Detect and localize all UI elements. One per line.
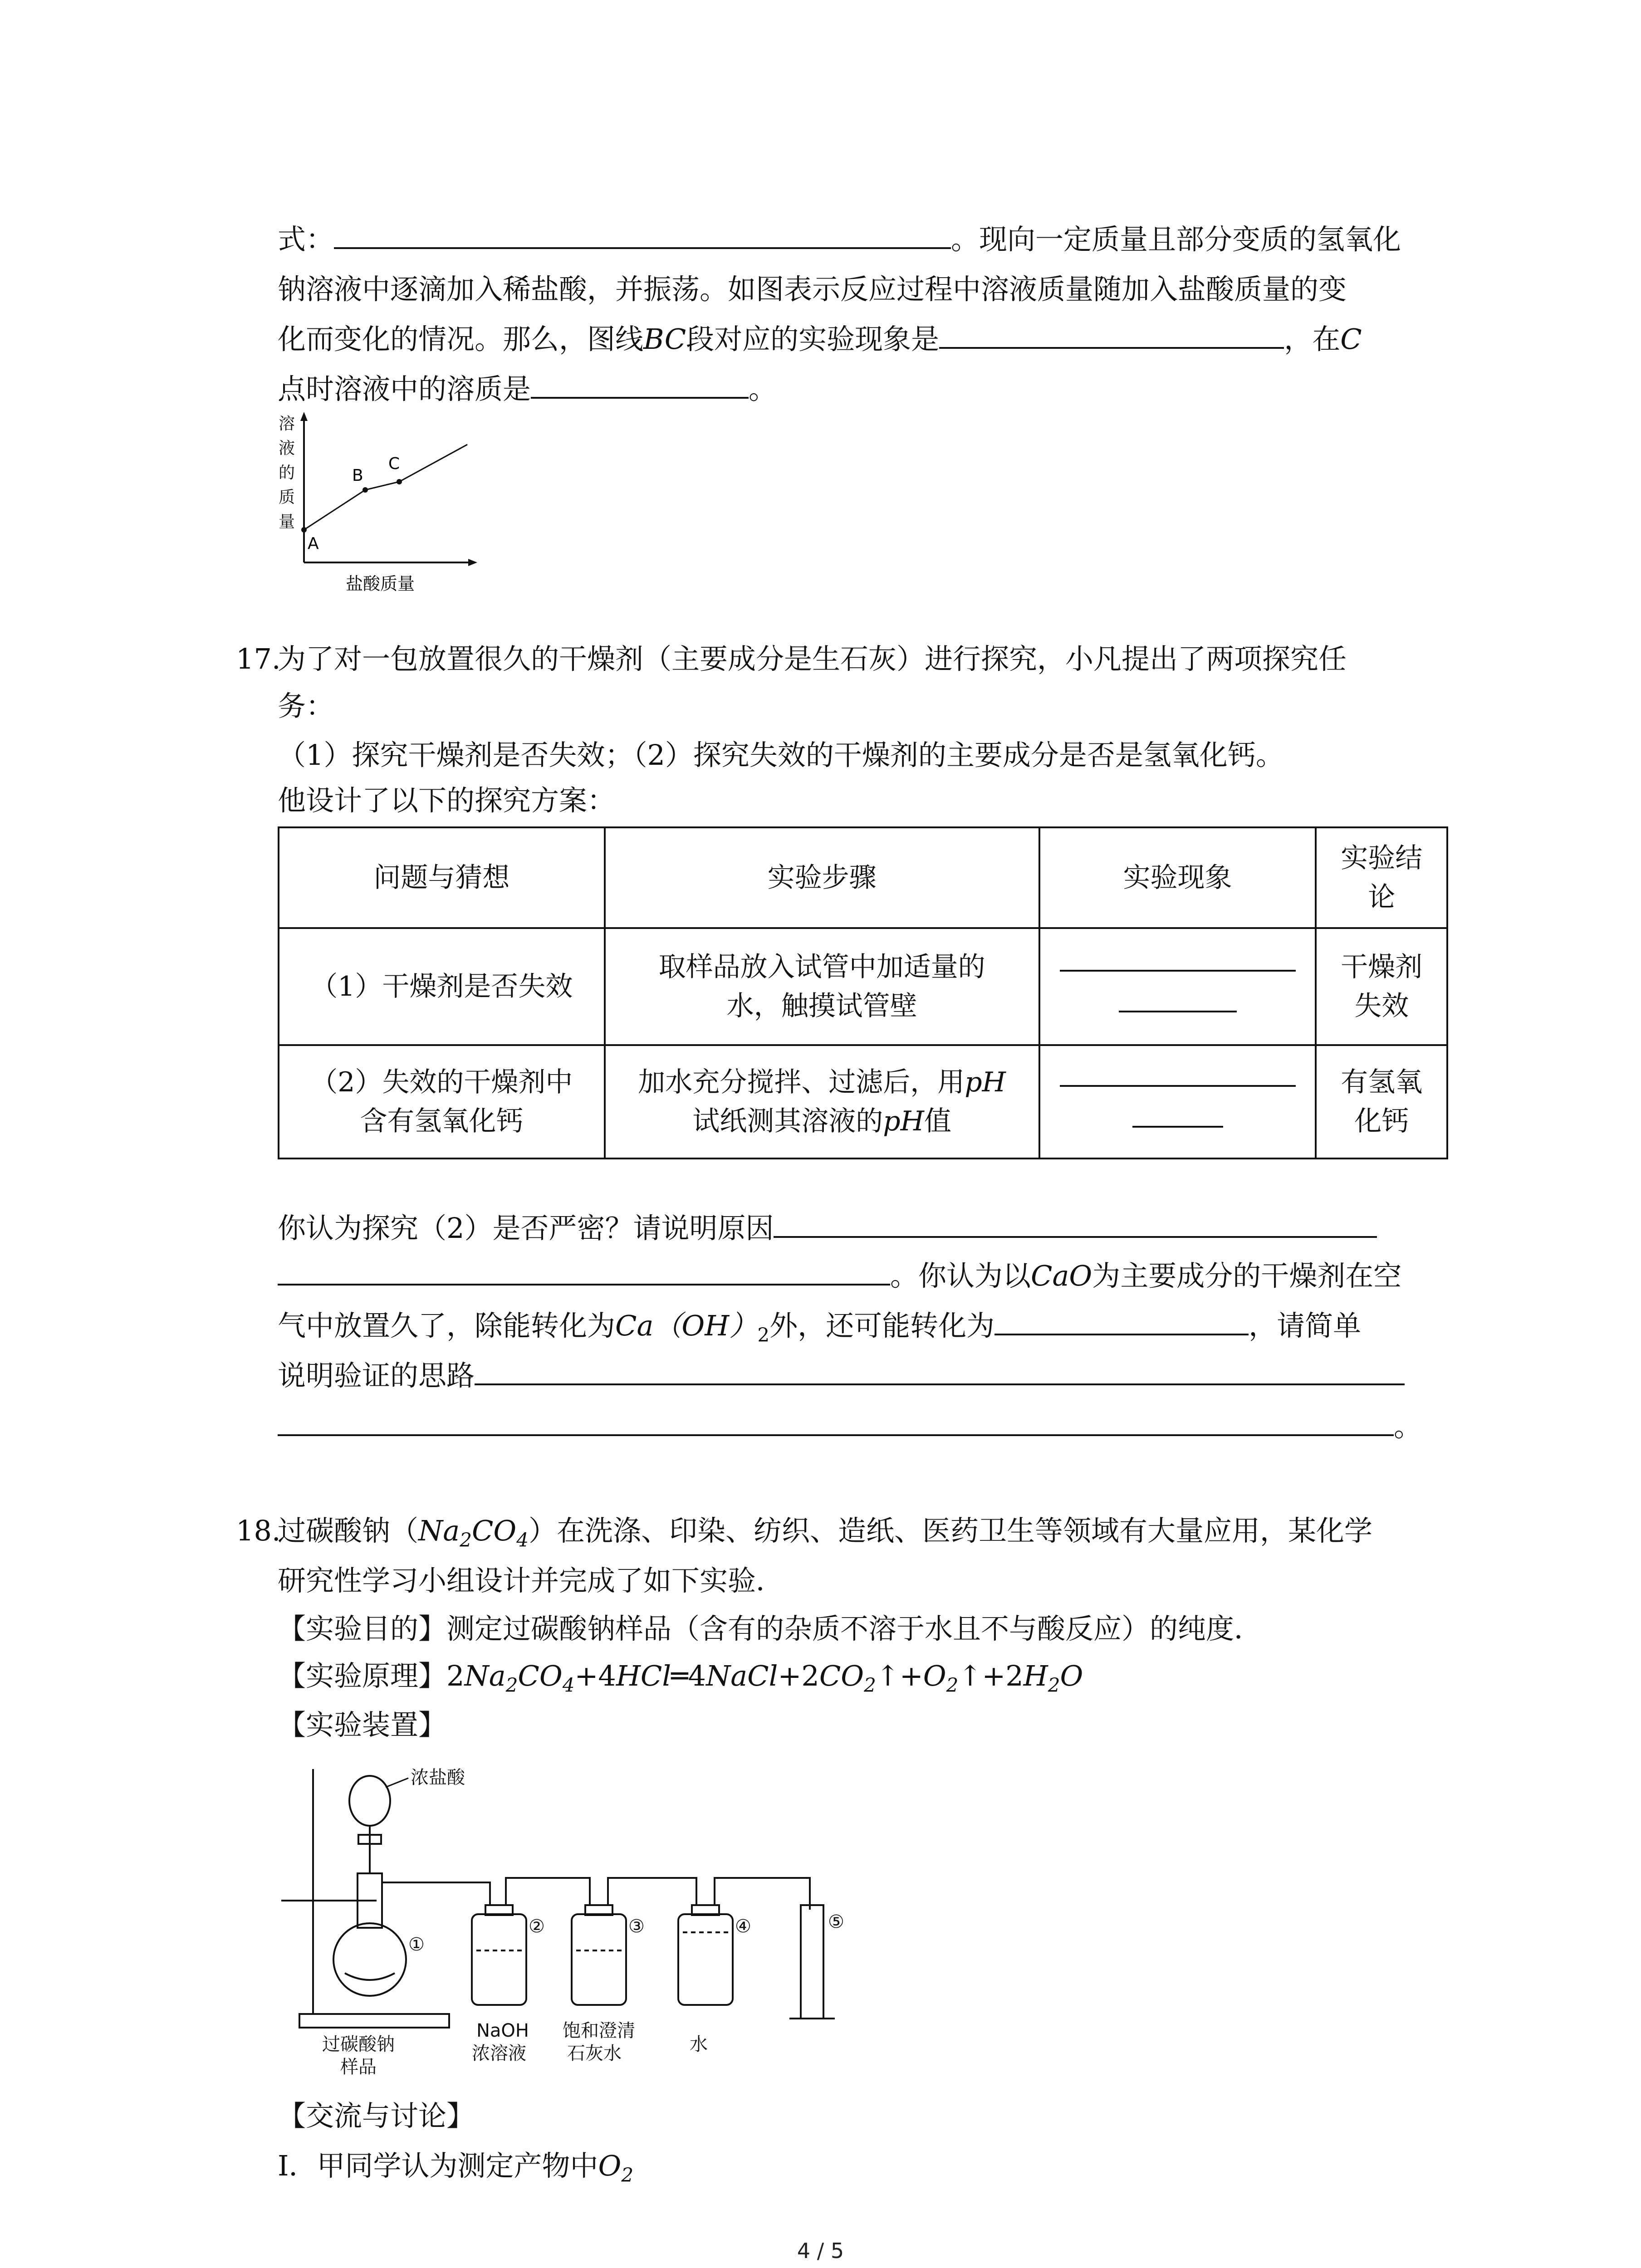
subscript: 2 bbox=[621, 2164, 634, 2186]
eq-part: O bbox=[1060, 1659, 1083, 1692]
answer-blank[interactable] bbox=[1119, 1002, 1237, 1012]
point-c-label: C bbox=[388, 455, 400, 473]
subscript: 2 bbox=[946, 1674, 959, 1696]
label-n4: ④ bbox=[735, 1916, 751, 1937]
eq-part: +2 bbox=[778, 1659, 819, 1692]
y-label-char: 的 bbox=[279, 464, 295, 482]
answer-blank[interactable] bbox=[1060, 1076, 1296, 1087]
q17-para-4 bbox=[278, 1355, 1405, 1396]
answer-blank[interactable] bbox=[1132, 1117, 1223, 1128]
label-lime-1: 饱和澄清 bbox=[563, 2020, 635, 2041]
graduated-cylinder bbox=[801, 1905, 823, 2019]
subscript: 2 bbox=[757, 1324, 770, 1346]
segment-label: BC bbox=[643, 323, 686, 356]
formula: （OH） bbox=[653, 1309, 758, 1342]
bottle-naoh bbox=[472, 1914, 526, 2005]
point-a-label: A bbox=[308, 534, 319, 553]
answer-blank[interactable] bbox=[1060, 961, 1296, 972]
y-axis-arrow bbox=[300, 412, 308, 421]
q17-number: 17. bbox=[236, 642, 281, 675]
eq-arrow: ═ bbox=[671, 1659, 688, 1692]
experiment-table bbox=[278, 826, 1448, 1159]
eq-part: H bbox=[1023, 1659, 1048, 1692]
q17-text: 气中放置久了，除能转化为 bbox=[278, 1309, 616, 1342]
q17-line-2: 务： bbox=[278, 689, 334, 723]
cell-text: 试纸测其溶液的 bbox=[692, 1105, 883, 1137]
q16-text: ，在 bbox=[1284, 323, 1341, 356]
cell-text: 失效 bbox=[1354, 990, 1409, 1022]
q18-principle bbox=[278, 1656, 1083, 1706]
cell-text: 取样品放入试管中加适量的 bbox=[658, 951, 985, 983]
q17-line-1: 为了对一包放置很久的干燥剂（主要成分是生石灰）进行探究，小凡提出了两项探究任 bbox=[278, 642, 1347, 675]
y-label-char: 液 bbox=[279, 439, 295, 458]
formula: CaO bbox=[1031, 1259, 1092, 1292]
eq-part: +2 bbox=[982, 1659, 1024, 1692]
table-header-row bbox=[279, 827, 1447, 928]
table-cell: （1）干燥剂是否失效 bbox=[279, 928, 605, 1045]
header-cell bbox=[1316, 827, 1447, 928]
q18-line-2: 研究性学习小组设计并完成了如下实验． bbox=[278, 1564, 784, 1597]
flask-contents bbox=[345, 1973, 395, 1980]
solution-mass-chart bbox=[272, 408, 499, 603]
q18-text: ）在洗涤、印染、纺织、造纸、医药卫生等领域有大量应用，某化学 bbox=[528, 1514, 1372, 1547]
eq-part: +4 bbox=[574, 1659, 616, 1692]
q17-text: 。 bbox=[1394, 1410, 1422, 1443]
cell-text: 化钙 bbox=[1354, 1105, 1409, 1137]
separatory-funnel bbox=[349, 1776, 390, 1826]
label-sample-2: 样品 bbox=[340, 2057, 377, 2077]
tube-2 bbox=[506, 1878, 590, 1905]
gas-arrow: ↑ bbox=[958, 1659, 982, 1692]
formula: Na bbox=[418, 1514, 460, 1547]
subscript: 2 bbox=[864, 1674, 876, 1696]
leader-line bbox=[386, 1778, 408, 1787]
q18-purpose: 【实验目的】测定过碳酸钠样品（含有的杂质不溶于水且不与酸反应）的纯度． bbox=[278, 1612, 1263, 1645]
q17-text: 外，还可能转化为 bbox=[769, 1309, 995, 1342]
point-label: C bbox=[1340, 323, 1362, 356]
eq-part: + bbox=[899, 1659, 923, 1692]
reaction-flask bbox=[333, 1923, 406, 1996]
subscript: 2 bbox=[1048, 1674, 1060, 1696]
label-conc-hcl: 浓盐酸 bbox=[411, 1767, 465, 1788]
table-cell bbox=[605, 928, 1039, 1045]
cell-text: 含有氢氧化钙 bbox=[360, 1105, 524, 1137]
cell-text: pH bbox=[965, 1066, 1006, 1098]
cell-text: 水，触摸试管壁 bbox=[726, 990, 917, 1022]
page-number: 4 / 5 bbox=[797, 2239, 844, 2263]
q18-text: 过碳酸钠（ bbox=[278, 1514, 419, 1547]
answer-blank[interactable] bbox=[994, 1305, 1249, 1335]
eq-part: NaCl bbox=[705, 1659, 778, 1692]
table-cell bbox=[1039, 1045, 1316, 1158]
bottle-water bbox=[678, 1914, 733, 2005]
label-naoh-2: 浓溶液 bbox=[472, 2043, 526, 2064]
q16-line-1 bbox=[278, 219, 1401, 260]
table-cell bbox=[279, 1045, 605, 1158]
q16-text: 化而变化的情况。那么，图线 bbox=[278, 323, 644, 356]
answer-blank[interactable] bbox=[278, 1256, 890, 1286]
q16-line-3 bbox=[278, 319, 1362, 360]
q16-text: 段对应的实验现象是 bbox=[686, 323, 940, 356]
answer-blank[interactable] bbox=[531, 369, 749, 399]
eq-part: O bbox=[923, 1659, 946, 1692]
gas-arrow: ↑ bbox=[876, 1659, 900, 1692]
q17-text: 。你认为以 bbox=[890, 1259, 1031, 1292]
stand-base bbox=[299, 2014, 449, 2028]
q17-line-4: 他设计了以下的探究方案： bbox=[278, 784, 616, 817]
eq-part: HCl bbox=[616, 1659, 671, 1692]
q18-text: Ⅰ．甲同学认为测定产物中 bbox=[278, 2149, 598, 2182]
formula: CO bbox=[471, 1514, 517, 1547]
q16-line-4 bbox=[278, 369, 777, 410]
subscript: 4 bbox=[562, 1674, 575, 1696]
header-cell: 问题与猜想 bbox=[279, 827, 605, 928]
answer-blank[interactable] bbox=[774, 1208, 1377, 1238]
q17-para-2 bbox=[278, 1256, 1401, 1296]
header-cell: 实验现象 bbox=[1039, 827, 1316, 928]
y-axis-label bbox=[279, 415, 295, 531]
eq-part: 4 bbox=[688, 1659, 706, 1692]
y-label-char: 量 bbox=[279, 513, 295, 531]
q16-text: 钠溶液中逐滴加入稀盐酸，并振荡。如图表示反应过程中溶液质量随加入盐酸质量的变 bbox=[278, 273, 1347, 306]
label-naoh-1: NaOH bbox=[476, 2020, 529, 2041]
eq-part: Na bbox=[464, 1659, 506, 1692]
q17-text: 为主要成分的干燥剂在空 bbox=[1092, 1259, 1402, 1292]
q16-text: 。现向一定质量且部分变质的氢氧化 bbox=[951, 223, 1401, 256]
header-text: 实验结 bbox=[1341, 842, 1423, 874]
point-a bbox=[301, 527, 307, 533]
x-axis-label: 盐酸质量 bbox=[345, 574, 415, 594]
table-cell bbox=[605, 1045, 1039, 1158]
q16-text: 。 bbox=[749, 372, 777, 406]
q18-apparatus-label: 【实验装置】 bbox=[278, 1708, 447, 1741]
cell-text: pH bbox=[883, 1105, 924, 1137]
tube-1 bbox=[382, 1882, 490, 1905]
formula: Ca bbox=[615, 1309, 654, 1342]
table-row bbox=[279, 1045, 1447, 1158]
q16-text: 式： bbox=[278, 223, 334, 256]
cell-text: 加水充分搅拌、过滤后，用 bbox=[638, 1066, 965, 1098]
header-cell: 实验步骤 bbox=[605, 827, 1039, 928]
apparatus-diagram bbox=[272, 1760, 871, 2096]
q18-discuss-1 bbox=[278, 2146, 633, 2195]
q18-line-1 bbox=[278, 1510, 1372, 1560]
cell-text: （2）失效的干燥剂中 bbox=[310, 1066, 573, 1098]
point-b-label: B bbox=[352, 466, 363, 485]
q17-line-3: （1）探究干燥剂是否失效；（2）探究失效的干燥剂的主要成分是否是氢氧化钙。 bbox=[278, 738, 1284, 772]
cell-text: 有氢氧 bbox=[1341, 1066, 1423, 1098]
q16-line-2 bbox=[278, 269, 1347, 310]
label-n3: ③ bbox=[628, 1916, 645, 1937]
x-axis-arrow bbox=[468, 559, 477, 566]
eq-part: 2 bbox=[446, 1659, 465, 1692]
q17-text: 你认为探究（2）是否严密？请说明原因 bbox=[278, 1212, 774, 1245]
bottle-limewater bbox=[572, 1914, 626, 2005]
q17-para-5 bbox=[278, 1406, 1422, 1447]
q18-number: 18. bbox=[236, 1514, 281, 1547]
subscript: 4 bbox=[516, 1529, 529, 1551]
eq-part: CO bbox=[819, 1659, 864, 1692]
answer-blank[interactable] bbox=[475, 1355, 1405, 1385]
formula: O bbox=[598, 2149, 622, 2182]
label-n2: ② bbox=[529, 1916, 545, 1937]
q17-text: 说明验证的思路 bbox=[278, 1359, 475, 1392]
y-label-char: 溶 bbox=[279, 415, 295, 433]
subscript: 2 bbox=[460, 1529, 472, 1551]
q17-para-3 bbox=[278, 1305, 1361, 1355]
q17-text: ，请简单 bbox=[1249, 1309, 1362, 1342]
label-lime-2: 石灰水 bbox=[567, 2043, 622, 2064]
cell-text: 干燥剂 bbox=[1341, 951, 1423, 983]
label-n1: ① bbox=[408, 1934, 425, 1955]
tube-4 bbox=[715, 1878, 810, 1910]
cell-text: 值 bbox=[924, 1105, 951, 1137]
answer-blank[interactable] bbox=[278, 1406, 1394, 1436]
section-label: 【实验原理】 bbox=[278, 1659, 447, 1692]
tube-3 bbox=[608, 1878, 696, 1905]
point-b bbox=[362, 487, 368, 493]
table-row bbox=[279, 928, 1447, 1045]
header-text: 论 bbox=[1368, 881, 1396, 913]
q16-text: 点时溶液中的溶质是 bbox=[278, 372, 531, 406]
q17-para-1 bbox=[278, 1208, 1377, 1249]
label-n5: ⑤ bbox=[828, 1911, 844, 1932]
eq-part: CO bbox=[518, 1659, 563, 1692]
answer-blank[interactable] bbox=[939, 319, 1284, 349]
q18-discuss-label: 【交流与讨论】 bbox=[278, 2099, 475, 2132]
point-c bbox=[397, 479, 402, 484]
table-cell bbox=[1316, 928, 1447, 1045]
label-sample-1: 过碳酸钠 bbox=[322, 2034, 395, 2055]
label-water: 水 bbox=[690, 2034, 708, 2055]
answer-blank[interactable] bbox=[334, 219, 951, 249]
series-line bbox=[304, 445, 467, 530]
table-cell bbox=[1316, 1045, 1447, 1158]
y-label-char: 质 bbox=[279, 488, 295, 507]
subscript: 2 bbox=[505, 1674, 518, 1696]
table-cell bbox=[1039, 928, 1316, 1045]
